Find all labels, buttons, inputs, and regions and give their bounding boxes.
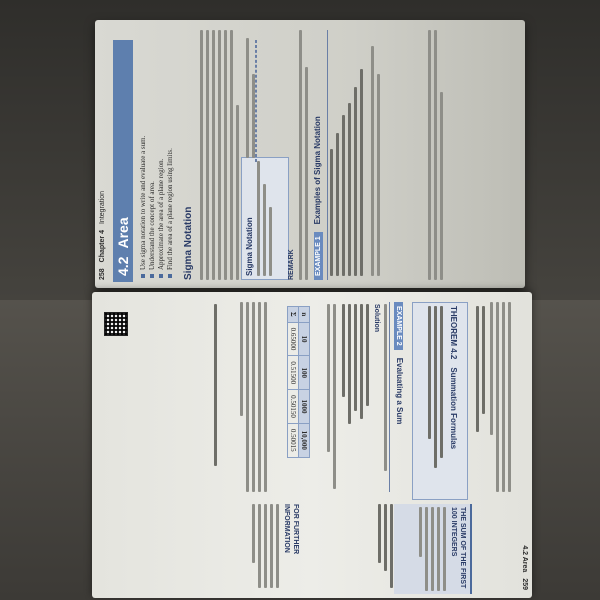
table-value: 0.65000 xyxy=(288,322,299,356)
page-259 xyxy=(92,292,532,598)
section-title: Area xyxy=(115,217,131,249)
page-258 xyxy=(95,20,525,288)
example-1-label: EXAMPLE 1 xyxy=(314,232,323,280)
page-259-content xyxy=(92,292,532,598)
table-n-value: 100 xyxy=(299,356,310,390)
table-n-value: 10,000 xyxy=(299,423,310,457)
summation-properties xyxy=(473,306,488,486)
further-info-block xyxy=(249,504,300,588)
running-head-title: 4.2 Area xyxy=(521,545,528,573)
margin-notes xyxy=(375,504,396,588)
table-value: 0.51500 xyxy=(288,356,299,390)
theorem-title: Summation Formulas xyxy=(449,367,458,450)
table-expr-cell: Σ xyxy=(288,307,299,323)
example-2-label: EXAMPLE 2 xyxy=(394,302,403,350)
chapter-title: Integration xyxy=(99,190,106,225)
sigma-heading: Sigma Notation xyxy=(183,206,194,280)
table-value: 0.50150 xyxy=(288,390,299,424)
example-1-body xyxy=(327,46,383,276)
example-1-title: Examples of Sigma Notation xyxy=(313,116,322,225)
running-header xyxy=(99,191,106,280)
limit-equation xyxy=(211,304,220,484)
qr-code-icon xyxy=(104,312,128,336)
intro-paragraph xyxy=(487,302,514,492)
page-258-content xyxy=(95,20,525,288)
solution-label: Solution xyxy=(373,304,380,332)
section-band xyxy=(113,40,133,282)
closing-paragraph xyxy=(237,302,270,492)
example-2-title: Evaluating a Sum xyxy=(395,357,404,425)
running-head xyxy=(521,300,528,590)
page-number: 258 xyxy=(99,268,106,280)
section-number: 4.2 xyxy=(115,256,131,276)
table-header-n: n xyxy=(299,307,310,323)
objectives-list xyxy=(139,58,175,278)
theorem-4-2 xyxy=(412,302,468,500)
table-value: 0.50015 xyxy=(288,423,299,457)
sigma-definition-box: Sigma Notation xyxy=(241,157,289,280)
paragraph-block xyxy=(425,30,446,280)
example-2-body xyxy=(324,304,390,489)
table-n-value: 10 xyxy=(299,322,310,356)
remark: REMARK xyxy=(287,30,311,280)
limit-table xyxy=(287,306,310,458)
margin-box-title: THE SUM OF THE FIRST 100 INTEGERS xyxy=(450,507,466,589)
objective-item: Approximate the area of a plane region. xyxy=(157,58,166,278)
example-2-header xyxy=(389,302,410,492)
margin-box-gauss xyxy=(394,504,472,594)
sigma-explanation xyxy=(243,38,258,158)
table-n-value: 1000 xyxy=(299,390,310,424)
further-info-label: FOR FURTHER INFORMATION xyxy=(283,504,299,555)
objective-item: Understand the concept of area. xyxy=(148,58,157,278)
objective-item: Find the area of a plane region using limits. xyxy=(166,58,175,278)
example-1-header xyxy=(307,30,328,280)
page-number: 259 xyxy=(521,578,528,590)
theorem-label: THEOREM 4.2 xyxy=(449,306,458,360)
objective-item: Use sigma notation to write and evaluate a sum. xyxy=(139,58,148,278)
chapter-header: Chapter 4 xyxy=(99,230,106,263)
sigma-paragraph xyxy=(197,30,242,280)
